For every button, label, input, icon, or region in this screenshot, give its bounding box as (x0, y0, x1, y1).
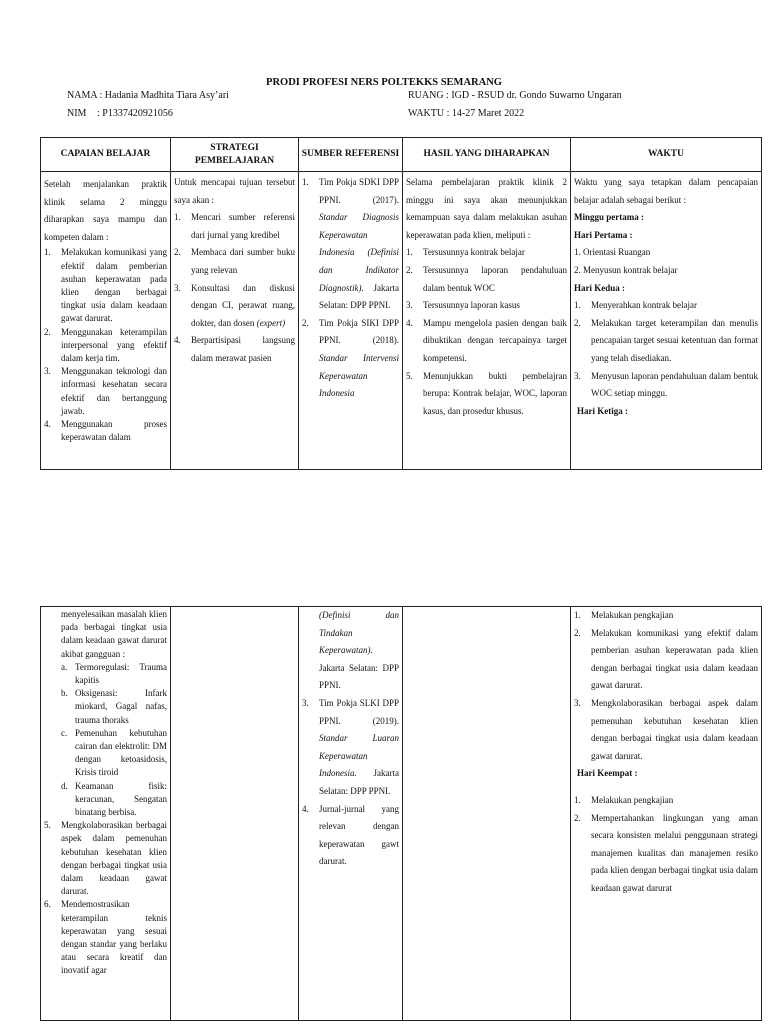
hasil-intro: Selama pembelajaran praktik klinik 2 minggu ini saya akan menunjukkan kemampuan saya dalam melakukan asuhan keperawatan pada klien, meliputi : (406, 177, 567, 240)
sumber-cell-cont (299, 607, 402, 1019)
reference-cont: (Definisi dan Tindakan Keperawatan). Jakarta Selatan: DPP PPNI. (319, 610, 399, 691)
capaian-list (44, 246, 167, 444)
list-item: 2. Menggunakan keterampilan interpersonal yang efektif dalam kerja tim. (44, 326, 167, 363)
list-item: 1. Melakukan pengkajian (574, 794, 674, 805)
list-item: 2. Tersusunnya laporan pendahuluan dalam bentuk WOC (406, 264, 567, 293)
list-item: 3. Konsultasi dan diskusi dengan CI, perawat ruang, dokter, dan dosen (expert) (174, 282, 295, 328)
col-header-hasil: HASIL YANG DIHARAPKAN (403, 138, 571, 172)
list-item: 5. Mengkolaborasikan berbagai aspek dalam pemenuhan kebutuhan kesehatan klien dengan berbagai tingkat usia dalam keadaan gawat darurat. (44, 820, 167, 897)
list-item: 2. Membaca dari sumber buku yang relevan (174, 247, 295, 275)
list-item: 6. Mendemostrasikan keterampilan teknis keperawatan yang sesuai dengan standar yang berlaku atau secara kreatif dan inovatif agar (44, 899, 167, 976)
capaian-cell-cont (41, 607, 170, 1020)
reference-item: 2. Tim Pokja SIKI DPP PPNI. (2018). Standar Intervensi Keperawatan Indonesia (302, 317, 399, 399)
list-item: 2. Melakukan komunikasi yang efektif dalam pemberian asuhan keperawatan pada klien dengan berbagai tingkat usia dalam keadaan gawat darurat. (574, 627, 758, 691)
list-item: 1. Melakukan pengkajian (574, 610, 674, 620)
list-item: c. Pemenuhan kebutuhan cairan dan elektrolit: DM dengan ketoasidosis, Krisis tiroid (61, 727, 167, 778)
room-info: RUANG : IGD - RSUD dr. Gondo Suwarno Ungaran (408, 90, 622, 101)
list-item: 3. Menggunakan teknologi dan informasi kesehatan secara efektif dan bertanggung jawab. (44, 366, 167, 416)
learning-contract-table-page1 (40, 137, 762, 470)
day-heading: Hari Keempat : (577, 768, 638, 779)
week-heading: Minggu pertama : (574, 212, 644, 223)
list-item: 1. Tersusunnya kontrak belajar (406, 247, 525, 258)
hasil-cell-cont (403, 607, 570, 1019)
list-item: 2. Melakukan target keterampilan dan menulis pencapaian target sesuai ketentuan dan format yang telah disediakan. (574, 317, 758, 363)
day-heading: Hari Pertama : (574, 229, 633, 240)
learning-contract-table-page2 (40, 606, 762, 1021)
day-heading: Hari Ketiga : (577, 405, 628, 416)
strategi-intro: Untuk mencapai tujuan tersebut saya akan : (174, 177, 295, 205)
strategi-cell (171, 172, 298, 469)
reference-item: 3. Tim Pokja SLKI DPP PPNI. (2019). Standar Luaran Keperawatan Indonesia. Jakarta Selatan: DPP PPNI. (302, 697, 399, 796)
list-item: 3. Tersusunnya laporan kasus (406, 300, 520, 311)
col-header-capaian: CAPAIAN BELAJAR (41, 138, 171, 172)
reference-item: 4. Jurnal-jurnal yang relevan dengan keperawatan gawt darurat. (302, 803, 399, 867)
list-item: 5. Menunjukkan bukti pembelajran berupa: Kontrak belajar, WOC, laporan kasus, dan prosedur khusus. (406, 370, 567, 416)
list-item: 4. Mampu mengelola pasien dengan baik dibuktikan dengan tercapainya target kompetensi. (406, 317, 567, 363)
document-title: PRODI PROFESI NERS POLTEKKS SEMARANG (266, 77, 502, 88)
list-item: 1. Melakukan komunikasi yang efektif dalam pemberian asuhan keperawatan pada klien dengan berbagai tingkat usia dalam keadaan gawat darurat. (44, 247, 167, 324)
col-header-waktu: WAKTU (571, 138, 762, 172)
capaian-intro: Setelah menjalankan praktik klinik selama 2 minggu diharapkan saya mampu dan kompeten dalam : (44, 179, 167, 242)
time-info: WAKTU : 14-27 Maret 2022 (408, 108, 525, 119)
col-header-strategi: STRATEGI PEMBELAJARAN (171, 138, 299, 172)
day-heading: Hari Kedua : (574, 282, 625, 293)
waktu-cell-cont (571, 607, 761, 1019)
list-item: 2. Menyusun kontrak belajar (574, 264, 678, 275)
capaian-cell (41, 172, 170, 469)
student-nim-value: : P1337420921056 (97, 108, 173, 119)
list-item: d. Keamanan fisik: keracunan, Sengatan binatang berbisa. (61, 780, 167, 818)
list-item: 1. Menyerahkan kontrak belajar (574, 300, 697, 311)
capaian-cont-text: menyelesaikan masalah klien pada berbagai tingkat usia dalam keadaan gawat darurat akibat gangguan : (61, 609, 167, 659)
list-item: b. Oksigenasi: Infark miokard, Gagal nafas, trauma thoraks (61, 688, 167, 725)
list-item: 4. Menggunakan proses keperawatan dalam (44, 419, 167, 443)
list-item: a. Termoregulasi: Trauma kapitis (61, 661, 167, 686)
hasil-cell (403, 172, 570, 469)
strategi-cell-cont (171, 607, 298, 1019)
student-nim-label: NIM (67, 108, 87, 119)
list-item: 1. Mencari sumber referensi dari jurnal yang kredibel (174, 212, 295, 240)
waktu-intro: Waktu yang saya tetapkan dalam pencapaian belajar adalah sebagai berikut : (574, 177, 758, 205)
sumber-cell (299, 172, 402, 469)
col-header-sumber: SUMBER REFERENSI (299, 138, 403, 172)
waktu-cell (571, 172, 761, 469)
list-item: 3. Mengkolaborasikan berbagai aspek dalam pemenuhan kebutuhan kesehatan klien dengan berbagai tingkat usia dalam keadaan gawat darurat. (574, 697, 758, 761)
reference-item: 1. Tim Pokja SDKI DPP PPNI. (2017). Standar Diagnosis Keperawatan Indonesia (Definisi dan Indikator Diagnostik). Jakarta Selatan: DPP PPNI. (302, 177, 399, 311)
list-item: 1. Orientasi Ruangan (574, 247, 651, 258)
list-item: 4. Berpartisipasi langsung dalam merawat pasien (174, 335, 295, 363)
list-item: 3. Menyusun laporan pendahuluan dalam bentuk WOC setiap minggu. (574, 370, 758, 399)
student-name: NAMA : Hadania Madhita Tiara Asy’ari (67, 90, 229, 101)
list-item: 2. Mempertahankan lingkungan yang aman secara konsisten melalui penggunaan strategi manajemen kualitas dan manajemen resiko pada klien dengan berbagai tingkat usia dalam keadaan gawat darurat (574, 812, 758, 893)
